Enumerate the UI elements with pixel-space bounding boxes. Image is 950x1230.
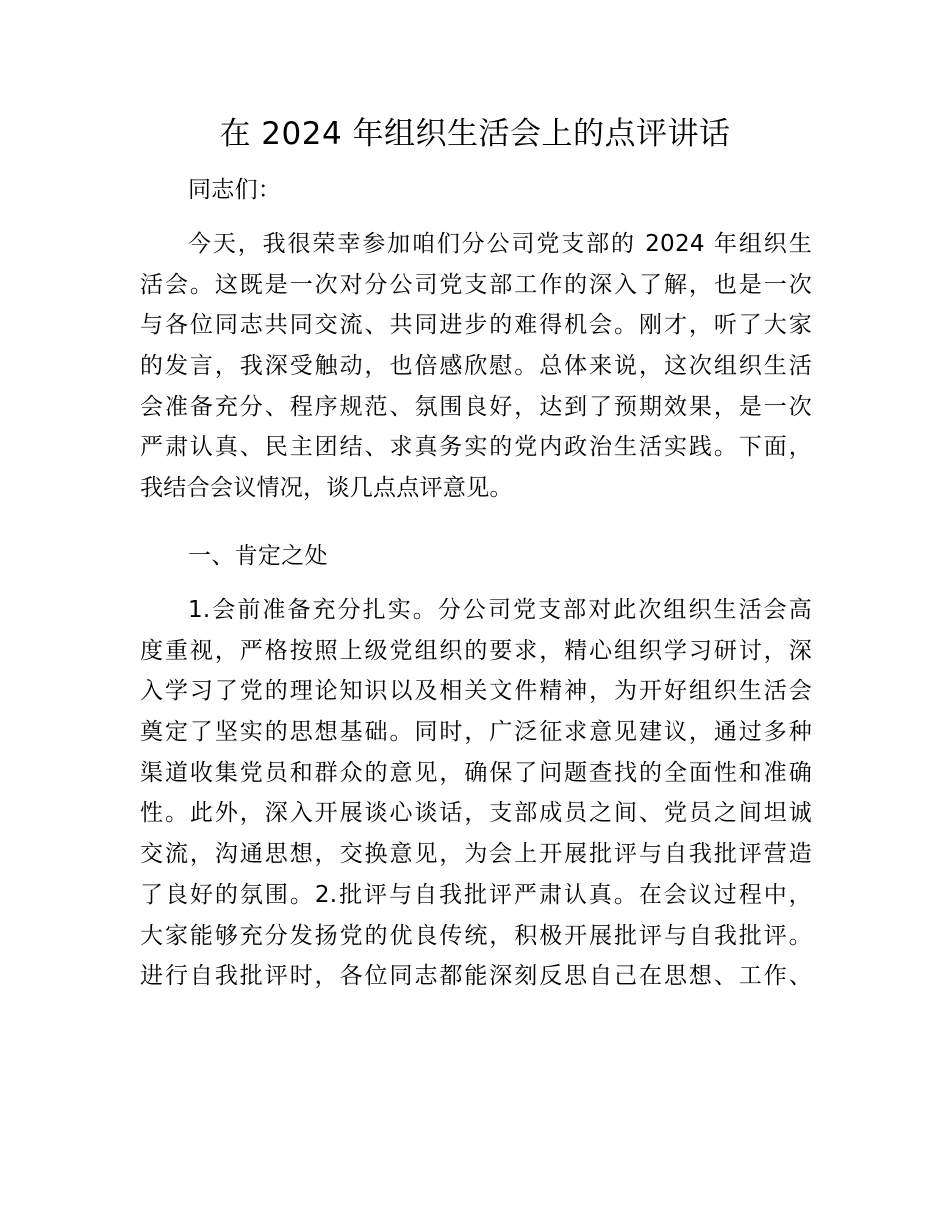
salutation: 同志们： (188, 177, 282, 203)
paragraph-line: 度重视，严格按照上级党组织的要求，精心组织学习研讨，深 (140, 637, 812, 664)
paragraph-line: 大家能够充分发扬党的优良传统，积极开展批评与自我批评。 (140, 922, 812, 949)
paragraph-line: 活会。这既是一次对分公司党支部工作的深入了解，也是一次 (140, 271, 812, 298)
paragraph-line: 进行自我批评时，各位同志都能深刻反思自己在思想、工作、 (140, 963, 812, 990)
intro-paragraph (140, 224, 812, 509)
paragraph-line: 入学习了党的理论知识以及相关文件精神，为开好组织生活会 (140, 678, 812, 705)
section-paragraph (140, 590, 812, 997)
section-heading: 一、肯定之处 (188, 543, 328, 569)
paragraph-line: 严肃认真、民主团结、求真务实的党内政治生活实践。下面， (140, 434, 812, 461)
salutation-block (140, 170, 812, 211)
paragraph-line: 渠道收集党员和群众的意见，确保了问题查找的全面性和准确 (140, 759, 812, 786)
paragraph-line: 了良好的氛围。2.批评与自我批评严肃认真。在会议过程中， (140, 881, 812, 908)
paragraph-line: 今天，我很荣幸参加咱们分公司党支部的 2024 年组织生 (188, 231, 812, 257)
section-heading-block (140, 536, 812, 577)
paragraph-line: 性。此外，深入开展谈心谈话，支部成员之间、党员之间坦诚 (140, 800, 812, 827)
paragraph-line: 我结合会议情况，谈几点点评意见。 (140, 475, 513, 502)
paragraph-line: 的发言，我深受触动，也倍感欣慰。总体来说，这次组织生活 (140, 353, 812, 380)
document-title: 在 2024 年组织生活会上的点评讲话 (219, 116, 731, 152)
paragraph-line: 奠定了坚实的思想基础。同时，广泛征求意见建议，通过多种 (140, 719, 812, 746)
paragraph-line: 1.会前准备充分扎实。分公司党支部对此次组织生活会高 (188, 597, 812, 623)
paragraph-line: 交流，沟通思想，交换意见，为会上开展批评与自我批评营造 (140, 841, 812, 868)
paragraph-line: 与各位同志共同交流、共同进步的难得机会。刚才，听了大家 (140, 312, 812, 339)
paragraph-line: 会准备充分、程序规范、氛围良好，达到了预期效果，是一次 (140, 393, 812, 420)
